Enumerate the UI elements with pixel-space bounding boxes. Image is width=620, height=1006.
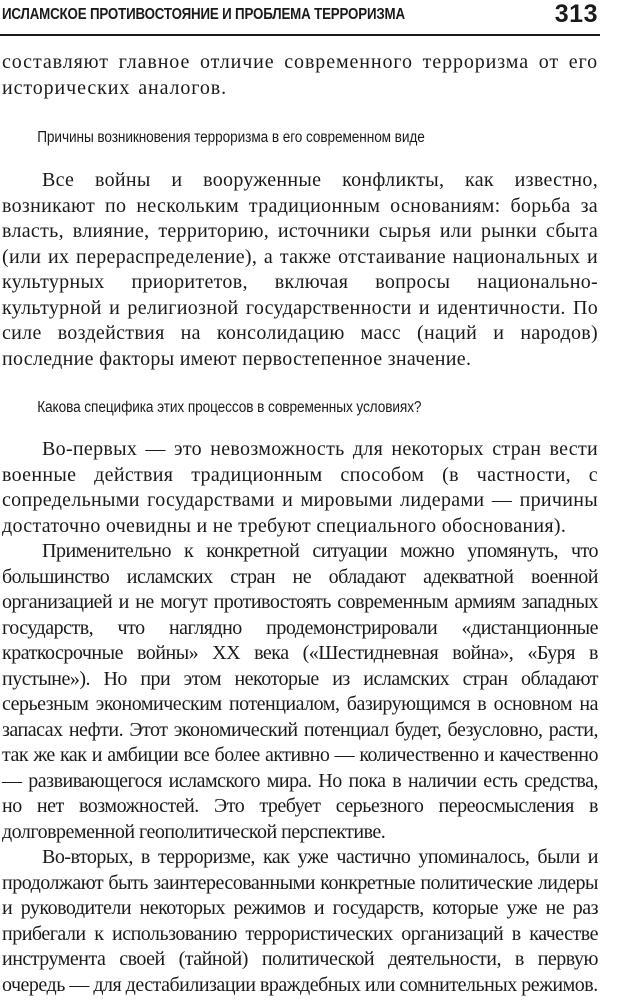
section-heading-causes: Причины возникновения терроризма в его современном виде: [37, 129, 425, 146]
paragraph-wars: Все войны и вооруженные конфликты, как известно, возникают по нескольким традиционным основаниям: борьба за власть, влияние, территорию, источники сырья или рынки сбыта (или их перераспределение), а также отстаивание национальных и культурных приоритетов, включая вопросы национально-культурной и религиозной государственности и идентичности. По силе воздействия на консолидацию масс (наций и народов) последние факторы имеют первостепенное значение.: [2, 169, 598, 370]
body-text: [2, 50, 598, 998]
running-title: ИСЛАМСКОЕ ПРОТИВОСТОЯНИЕ И ПРОБЛЕМА ТЕРРОРИЗМА: [2, 6, 405, 23]
running-header: [0, 0, 600, 36]
paragraph-islamic-states: Применительно к конкретной ситуации можно упомянуть, что большинство исламских стран не обладают адекватной военной организацией и не могут противостоять современным армиям западных государств, что наглядно продемонстрировали «дистанционные краткосрочные войны» XX века («Шестидневная война», «Буря в пустыне»). Но при этом некоторые из исламских стран обладают серьезным экономическим потенциалом, базирующимся в основном на запасах нефти. Этот экономический потенциал будет, безусловно, расти, так же как и амбиции все более активно — количественно и качественно — развивающегося исламского мира. Но пока в наличии есть средства, но нет возможностей. Это требует серьезного переосмысления в долговременной геополитической перспективе.: [2, 540, 598, 843]
page-number: 313: [554, 0, 598, 28]
paragraph-continued: составляют главное отличие современного терроризма от его исторических аналогов.: [2, 51, 598, 99]
paragraph-secondly: Во-вторых, в терроризме, как уже частично упоминалось, были и продолжают быть заинтересованными конкретные политические лидеры и руководители некоторых режимов и государств, которые уже не раз прибегали к использованию террористических организаций в качестве инструмента своей (тайной) политической деятельности, в первую очередь — для дестабилизации враждебных или сомнительных режимов.: [2, 846, 598, 996]
section-heading-specifics: Какова специфика этих процессов в современных условиях?: [37, 399, 422, 416]
paragraph-firstly: Во-первых — это невозможность для некоторых стран вести военные действия традиционным способом (в частности, с сопредельными государствами и мировыми лидерами — причины достаточно очевидны и не требуют специального обоснования).: [2, 438, 598, 537]
